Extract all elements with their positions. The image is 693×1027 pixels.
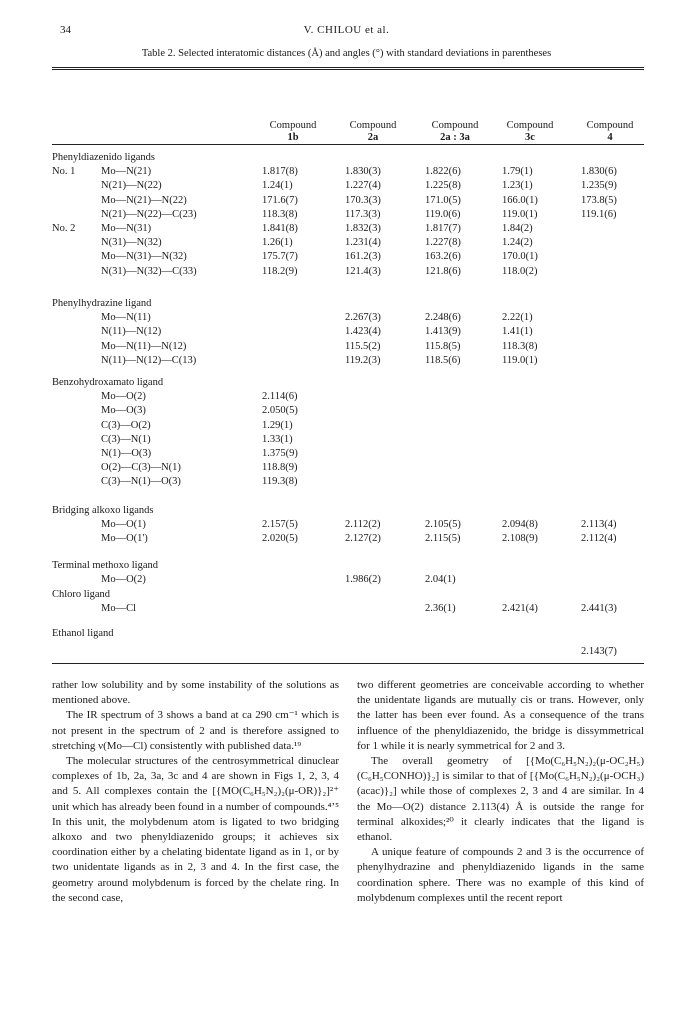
row-label: C(3)—N(1) <box>101 433 151 445</box>
row-label: Mo—O(3) <box>101 405 146 417</box>
table-cell: 2.113(4) <box>581 519 617 531</box>
table-cell: 2.143(7) <box>581 646 617 658</box>
section-title: Phenyldiazenido ligands <box>52 152 155 163</box>
table-cell: 2.127(2) <box>345 533 381 545</box>
table-cell: 119.0(1) <box>502 354 538 366</box>
table-cell: 2.441(3) <box>581 603 617 615</box>
column-header-compound: 1b <box>287 132 299 143</box>
table-cell: 2.108(9) <box>502 533 538 545</box>
table-cell: 1.29(1) <box>262 419 293 431</box>
table-cell: 1.986(2) <box>345 574 381 586</box>
table-cell: 1.84(2) <box>502 223 533 234</box>
table-cell: 1.79(1) <box>502 166 533 178</box>
table-cell: 1.413(9) <box>425 326 461 338</box>
table-cell: 119.3(8) <box>262 476 298 488</box>
table-cell: 1.817(8) <box>262 166 298 178</box>
body-column-left <box>52 678 339 906</box>
table-cell: 118.8(9) <box>262 462 298 474</box>
column-header <box>570 120 650 144</box>
row-label: N(21)—N(22)—C(23) <box>101 208 197 220</box>
section-title: Phenylhydrazine ligand <box>52 298 152 309</box>
table-cell: 2.112(4) <box>581 533 617 545</box>
row-label: N(11)—N(12)—C(13) <box>101 354 197 366</box>
row-label: Mo—O(1) <box>101 519 146 531</box>
paragraph: two different geometries are conceivable according to whether the unidentate ligands are mutually cis or trans. However, only the latter has been ever found. As a consequence of the trans influence of the phenyldiazenido, the bridge is dissymmetrical for 1 while it is nearly symmetrical for 2 and 3. <box>357 679 644 752</box>
table-cell: 2.22(1) <box>502 312 533 324</box>
table-cell: 1.375(9) <box>262 448 298 459</box>
table-cell: 119.0(1) <box>502 208 538 220</box>
table-caption: Table 2. Selected interatomic distances (Å) and angles (°) with standard deviations in parentheses <box>141 48 552 59</box>
page-header <box>0 24 693 40</box>
table-cell: 1.830(3) <box>345 166 381 178</box>
table-cell: 1.227(8) <box>425 237 461 249</box>
table-cell: 2.112(2) <box>345 519 381 531</box>
row-label: Mo—N(21) <box>101 166 152 178</box>
paragraph: The IR spectrum of 3 shows a band at ca 290 cm⁻¹ which is not present in the spectrum of 2 and is therefore assigned to stretching ν(Mo—Cl) consistently with published data.¹⁹ <box>52 709 339 752</box>
column-header <box>253 120 333 144</box>
column-header-compound: 2a : 3a <box>440 132 470 143</box>
paragraph: The overall geometry of [{Mo(C₆H₅N₂)₂(μ-OC₂H₅)(C₆H₅CONHO)}₂] is similar to that of [{Mo(C₆H₅N₂)₂(μ-OCH₃)(acac)}₂] while those of complexes 2, 3 and 4 are similar. In 4 the Mo—O(2) distance 2.113(4) Å is outside the range for terminal alkoxides;²⁰ it clearly indicates that the ligand is ethanol. <box>357 755 644 844</box>
table-cell: 163.2(6) <box>425 251 461 263</box>
table-cell: 118.5(6) <box>425 354 461 366</box>
table-cell: 118.0(2) <box>502 265 538 277</box>
table-cell: 121.4(3) <box>345 265 381 277</box>
row-label: N(31)—N(32) <box>101 237 162 249</box>
table-cell: 118.3(8) <box>502 340 538 352</box>
table-cell: 115.8(5) <box>425 340 461 352</box>
table-cell: 118.3(8) <box>262 208 298 220</box>
section-title: Ethanol ligand <box>52 628 114 639</box>
table-cell: 1.24(1) <box>262 180 293 192</box>
table-cell: 2.114(6) <box>262 391 298 403</box>
table-cell: 1.817(7) <box>425 223 461 234</box>
column-header-top: Compound <box>269 120 317 131</box>
table-cell: 2.115(5) <box>425 533 461 545</box>
table-cell: 1.225(8) <box>425 180 461 192</box>
table-cell: 1.231(4) <box>345 237 381 249</box>
column-header <box>333 120 413 144</box>
table-top-rule-double <box>52 69 644 70</box>
table-cell: 2.020(5) <box>262 533 298 545</box>
row-label: C(3)—O(2) <box>101 419 151 431</box>
table-cell: 2.248(6) <box>425 312 461 324</box>
table-cell: 2.267(3) <box>345 312 381 324</box>
row-label: Mo—O(1') <box>101 533 148 545</box>
table-cell: 1.227(4) <box>345 180 381 192</box>
table-cell: 115.5(2) <box>345 340 381 352</box>
table-cell: 1.235(9) <box>581 180 617 192</box>
table-top-rule <box>52 67 644 68</box>
section-title: Chloro ligand <box>52 589 111 600</box>
section-title: Benzohydroxamato ligand <box>52 377 164 388</box>
row-label: Mo—Cl <box>101 603 137 615</box>
paragraph: rather low solubility and by some instability of the solutions as mentioned above. <box>52 679 339 707</box>
table-cell: 161.2(3) <box>345 251 381 263</box>
table-cell: 2.050(5) <box>262 405 298 417</box>
table-cell: 166.0(1) <box>502 194 538 206</box>
table-cell: 1.41(1) <box>502 326 533 338</box>
table-cell: 2.094(8) <box>502 519 538 531</box>
row-label: Mo—N(31)—N(32) <box>101 251 187 263</box>
table-cell: 1.23(1) <box>502 180 533 192</box>
table-cell: 1.841(8) <box>262 223 298 234</box>
row-label: Mo—N(31) <box>101 223 152 234</box>
paragraph: The molecular structures of the centrosymmetrical dinuclear complexes of 1b, 2a, 3a, 3c and 4 are shown in Figs 1, 2, 3, 4 and 5. All complexes contain the [{MO(C₆H₅N₂)₂(μ-OR)}₂]²⁺ unit which has already been found in a number of compounds.⁴ʼ⁵ In this unit, the molybdenum atom is ligated to two bridging alkoxo and two phenyldiazenido groups; it achieves six coordination either by a chelating bidentate ligand as in 1, or by two unidentate ligands as in 2, 3 and 4. In the first case, the geometry around molybdenum is forced by the chelate ring. In the second case, <box>52 755 339 904</box>
table-cell: 171.0(5) <box>425 194 461 206</box>
table-cell: 1.822(6) <box>425 166 461 178</box>
table-cell: 117.3(3) <box>345 208 381 220</box>
row-label: Mo—O(2) <box>101 574 146 586</box>
column-header-compound: 2a <box>367 132 379 143</box>
row-label: Mo—N(21)—N(22) <box>101 194 187 206</box>
row-label: N(11)—N(12) <box>101 326 162 338</box>
column-header-top: Compound <box>506 120 554 131</box>
table-cell: 170.3(3) <box>345 194 381 206</box>
table-cell: 1.33(1) <box>262 433 293 445</box>
table-cell: 2.04(1) <box>425 574 456 586</box>
table-cell: 1.423(4) <box>345 326 381 338</box>
row-label: N(21)—N(22) <box>101 180 162 192</box>
table-cell: 2.105(5) <box>425 519 461 531</box>
row-label: Mo—O(2) <box>101 391 146 403</box>
row-label: C(3)—N(1)—O(3) <box>101 476 181 488</box>
row-label: Mo—N(11)—N(12) <box>101 340 187 352</box>
running-head: V. CHILOU et al. <box>303 24 390 36</box>
table-bottom-rule <box>52 663 644 664</box>
table-cell: 1.24(2) <box>502 237 533 249</box>
table-cell: 121.8(6) <box>425 265 461 277</box>
column-header-top: Compound <box>349 120 397 131</box>
column-header-top: Compound <box>586 120 634 131</box>
table-cell: 2.36(1) <box>425 603 456 615</box>
table-header-rule <box>52 144 644 145</box>
table-cell: 1.832(3) <box>345 223 381 234</box>
paragraph: A unique feature of compounds 2 and 3 is the occurrence of phenylhydrazine and phenyldiazenido ligands in the same coordination sphere. There was no example of this kind of molybdenum complexes until the recent report <box>357 846 644 904</box>
row-number: No. 1 <box>52 166 76 178</box>
table-cell: 175.7(7) <box>262 251 298 263</box>
row-label: Mo—N(11) <box>101 312 151 324</box>
table-cell: 173.8(5) <box>581 194 617 206</box>
column-header-top: Compound <box>431 120 479 131</box>
section-title: Bridging alkoxo ligands <box>52 505 154 516</box>
table-cell: 171.6(7) <box>262 194 298 206</box>
table-cell: 119.0(6) <box>425 208 461 220</box>
section-title: Terminal methoxo ligand <box>52 560 158 571</box>
table-cell: 2.421(4) <box>502 603 538 615</box>
table-cell: 170.0(1) <box>502 251 538 263</box>
row-label: O(2)—C(3)—N(1) <box>101 462 181 474</box>
row-label: N(31)—N(32)—C(33) <box>101 265 197 277</box>
column-header-compound: 3c <box>525 132 535 143</box>
column-header <box>490 120 570 144</box>
column-header <box>415 120 495 144</box>
row-number: No. 2 <box>52 223 76 234</box>
row-label: N(1)—O(3) <box>101 448 152 459</box>
body-column-right <box>357 678 644 906</box>
table-cell: 1.26(1) <box>262 237 293 249</box>
table-cell: 1.830(6) <box>581 166 617 178</box>
column-header-compound: 4 <box>607 132 613 143</box>
table-cell: 119.1(6) <box>581 208 617 220</box>
page-number: 34 <box>60 24 71 36</box>
table-cell: 119.2(3) <box>345 354 381 366</box>
table-cell: 118.2(9) <box>262 265 298 277</box>
table-cell: 2.157(5) <box>262 519 298 531</box>
